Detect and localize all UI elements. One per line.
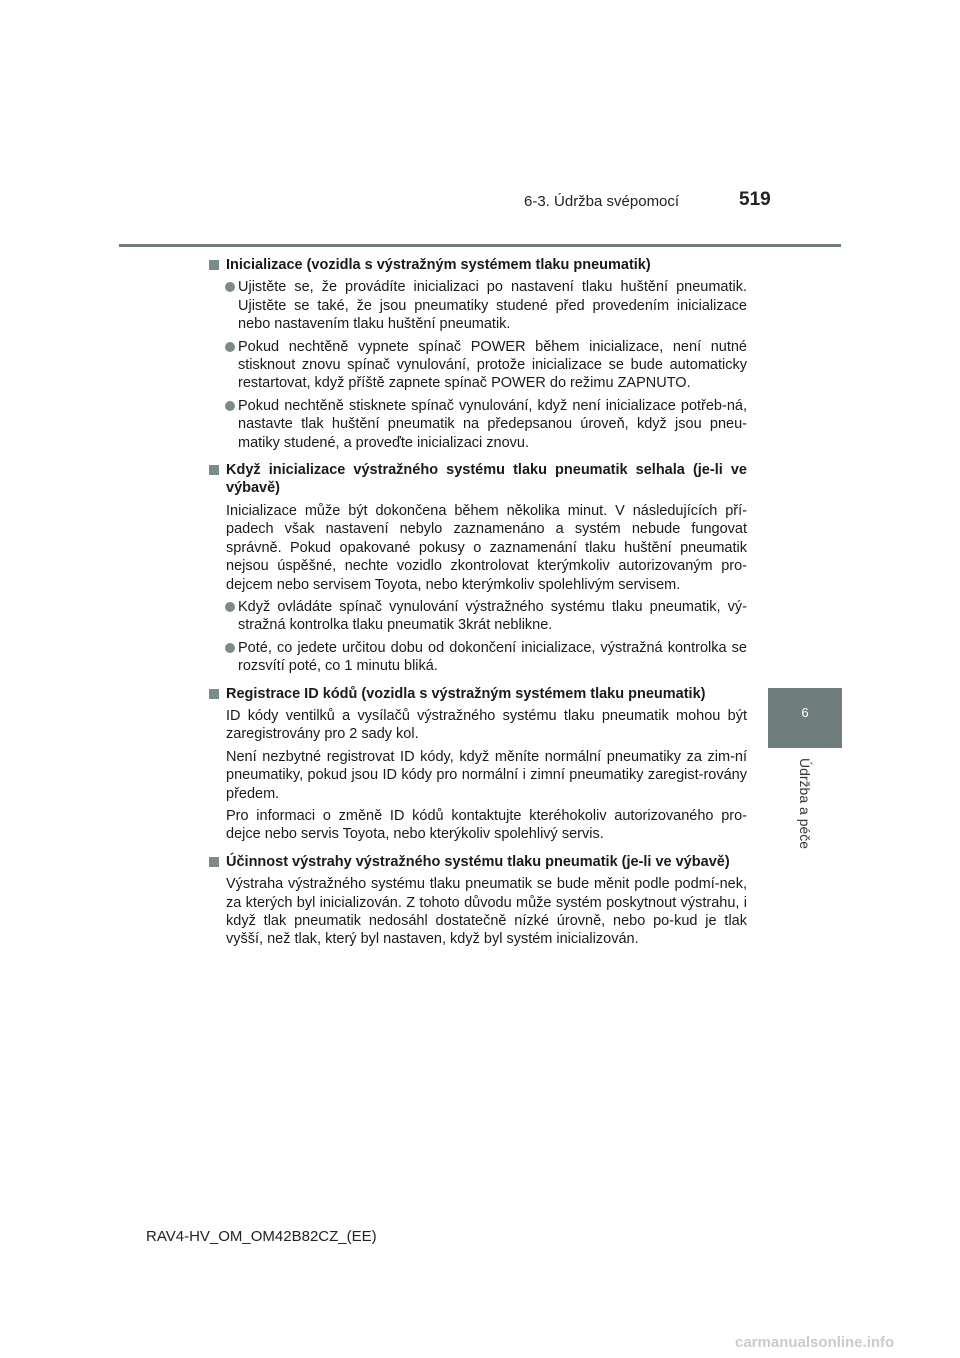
chapter-side-label-text: Údržba a péče [797,758,813,850]
chapter-tab [768,688,842,748]
list-item [209,278,747,333]
list-item-text: Pokud nechtěně vypnete spínač POWER během inicializace, není nutné stisknout znovu spínač vynulování, protože inicializace se bude automaticky restartovat, když příště zapnete spínač POWER do režimu ZAPNUTO. [238,338,747,392]
section-heading [209,256,747,274]
square-bullet-icon [209,465,219,475]
square-bullet-icon [209,857,219,867]
list-item-text: Ujistěte se, že provádíte inicializaci po nastavení tlaku huštění pneumatik. Ujistěte se také, že jsou pneumatiky studené před provedením inicializace nebo nastavením tlaku huštění pneumatik. [238,279,747,333]
section-paragraph: ID kódy ventilků a vysílačů výstražného systému tlaku pneumatik mohou být zaregistrovány pro 2 sady kol. [226,707,747,743]
round-bullet-icon [225,401,235,411]
round-bullet-icon [225,643,235,653]
chapter-tab-number: 6 [801,705,809,720]
section-heading-text: Registrace ID kódů (vozidla s výstražným systémem tlaku pneumatik) [226,685,706,702]
section-heading-text: Když inicializace výstražného systému tlaku pneumatik selhala (je-li ve výbavě) [226,462,747,497]
document-code: RAV4-HV_OM_OM42B82CZ_(EE) [146,1228,377,1245]
page-content [209,256,747,953]
header-rule [119,244,841,247]
list-item [209,397,747,452]
watermark: carmanualsonline.info [735,1334,895,1351]
list-item [209,598,747,635]
list-item-text: Pokud nechtěně stisknete spínač vynulování, když není inicializace potřeb-ná, nastavte tlak huštění pneumatik na předepsanou úroveň, když jsou pneu-matiky studené, a proveďte inicializaci znovu. [238,397,747,451]
square-bullet-icon [209,260,219,270]
page-number: 519 [739,189,771,210]
section-heading [209,461,747,498]
list-item [209,639,747,676]
section-paragraph: Pro informaci o změně ID kódů kontaktujte kteréhokoliv autorizovaného pro-dejce nebo servis Toyota, nebo kterýkoliv spolehlivý servis. [226,807,747,843]
section-heading-text: Účinnost výstrahy výstražného systému tlaku pneumatik (je-li ve výbavě) [226,853,730,870]
header-section-title: 6-3. Údržba svépomocí [524,193,680,210]
section-paragraph: Není nezbytné registrovat ID kódy, když měníte normální pneumatiky za zim-ní pneumatiky, pokud jsou ID kódy pro normální i zimní pneumatiky zaregist-rovány předem. [226,748,747,802]
section-paragraph: Inicializace může být dokončena během několika minut. V následujících pří-padech však nastavení nebylo zaznamenáno a systém nebude fungovat správně. Pokud opakované pokusy o zaznamenání tlaku huštění pneumatik nejsou úspěšné, nechte vozidlo zkontrolovat kterýmkoliv autorizovaným pro-dejcem nebo servisem Toyota, nebo kterýmkoliv spolehlivým servisem. [226,502,747,593]
list-item-text: Poté, co jedete určitou dobu od dokončení inicializace, výstražná kontrolka se rozsvítí poté, co 1 minutu bliká. [238,639,747,675]
list-item-text: Když ovládáte spínač vynulování výstražného systému tlaku pneumatik, vý-stražná kontrolka tlaku pneumatik 3krát neblikne. [238,598,747,634]
section-paragraph: Výstraha výstražného systému tlaku pneumatik se bude měnit podle podmí-nek, za kterých byl inicializován. Z tohoto důvodu může systém poskytnout výstrahu, i když tlak pneumatik nedosáhl dostatečně nízké úrovně, nebo po-kud je tlak vyšší, než tlak, který byl nastaven, když byl systém inicializován. [226,876,747,948]
square-bullet-icon [209,689,219,699]
section-heading [209,685,747,703]
chapter-side-label [768,758,842,858]
section-heading-text: Inicializace (vozidla s výstražným systémem tlaku pneumatik) [226,257,651,273]
round-bullet-icon [225,282,235,292]
round-bullet-icon [225,342,235,352]
list-item [209,338,747,393]
section-heading [209,853,747,871]
round-bullet-icon [225,602,235,612]
